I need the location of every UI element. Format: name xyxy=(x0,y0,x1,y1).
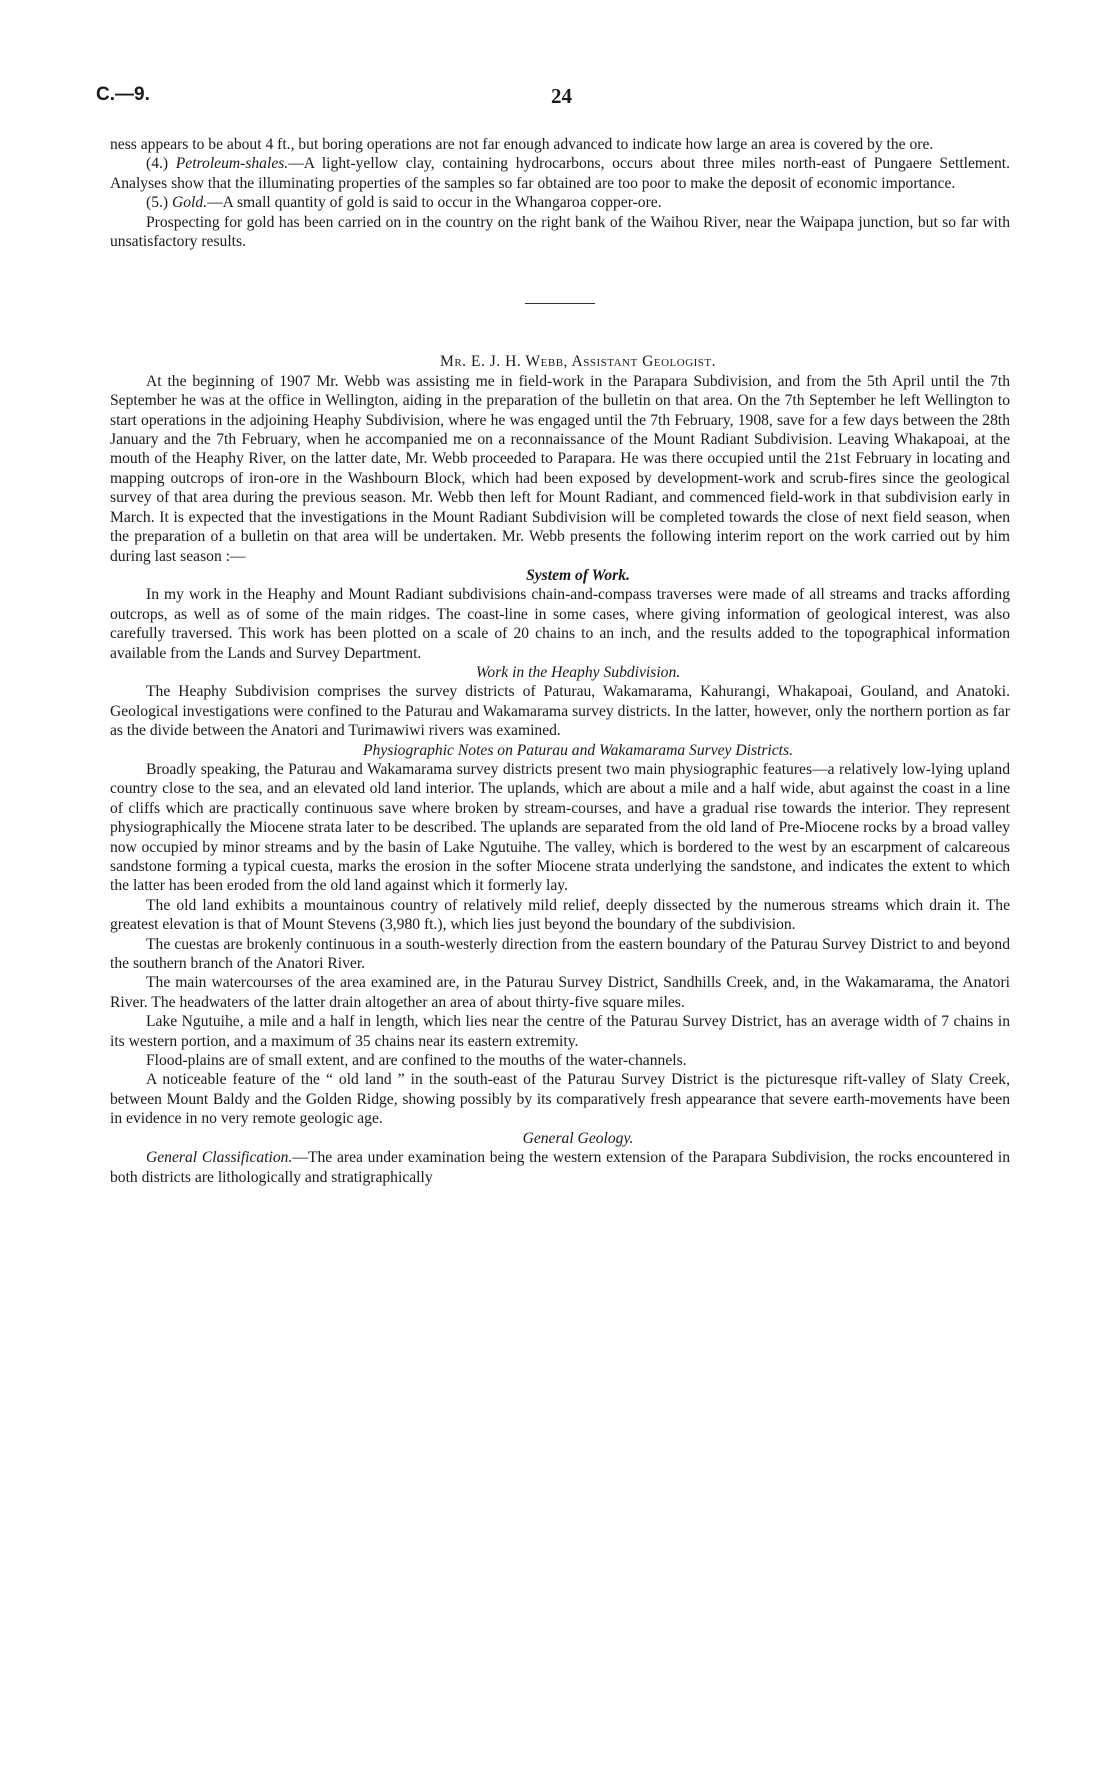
paragraph-physiographic: Flood-plains are of small extent, and are confined to the mouths of the water-channels. xyxy=(146,1052,687,1070)
paragraph-prospecting: Prospecting for gold has been carried on in the country on the right bank of the Waihou River, near the Waipapa junction, but so far with unsatisfactory results. xyxy=(110,213,1010,251)
item-number: (4.) xyxy=(146,155,176,173)
subheading-heaphy-work: Work in the Heaphy Subdivision. xyxy=(475,663,681,681)
paragraph-general-classification xyxy=(110,1148,1010,1187)
item-text: —A light-yellow clay, containing hydrocarbons, occurs about three miles north-east of Pungaere Settlement. Analyses show that the illuminating properties of the samples so far obtained are too poor to make the deposit of economic importance. xyxy=(110,155,1011,192)
item-title: Petroleum-shales. xyxy=(175,155,289,173)
paragraph-continuation: ness appears to be about 4 ft., but boring operations are not far enough advanced to indicate how large an area is covered by the ore. xyxy=(110,136,934,153)
section-divider xyxy=(525,303,595,304)
body-text xyxy=(110,135,1010,1187)
subheading-physiographic-notes: Physiographic Notes on Paturau and Wakamarama Survey Districts. xyxy=(363,741,793,759)
item-title: Gold. xyxy=(171,194,208,212)
paragraph-petroleum-shales xyxy=(110,154,1010,193)
document-reference: C.—9. xyxy=(96,84,150,105)
paragraph-physiographic: The main watercourses of the area examined are, in the Paturau Survey District, Sandhills Creek, and, in the Wakamarama, the Anatori River. The headwaters of the latter drain altogether an area of about thirty-five square miles. xyxy=(110,974,1010,1011)
inline-title: General Classification. xyxy=(146,1149,293,1167)
paragraph-physiographic: A noticeable feature of the “ old land ” in the south-east of the Paturau Survey District is the picturesque rift-valley of Slaty Creek, between Mount Baldy and the Golden Ridge, showing possibly by its comparatively fresh appearance that severe earth-movements have been in evidence in no very remote geologic age. xyxy=(110,1071,1010,1128)
subheading-system-of-work: System of Work. xyxy=(526,566,630,584)
subheading-general-geology: General Geology. xyxy=(522,1129,634,1147)
paragraph-physiographic: The cuestas are brokenly continuous in a south-westerly direction from the eastern boundary of the Paturau Survey District to and beyond the southern branch of the Anatori River. xyxy=(110,935,1010,973)
page-number: 24 xyxy=(551,84,572,108)
paragraph-physiographic: Lake Ngutuihe, a mile and a half in length, which lies near the centre of the Paturau Survey District, has an average width of 7 chains in its western portion, and a maximum of 35 chains near its eastern extremity. xyxy=(110,1013,1010,1050)
page-header xyxy=(96,84,996,114)
item-number: (5.) xyxy=(146,194,172,212)
paragraph-gold xyxy=(110,193,1010,212)
inline-text: —The area under examination being the western extension of the Parapara Subdivision, the rocks encountered in both districts are lithologically and stratigraphically xyxy=(110,1149,1010,1186)
paragraph-webb-intro: At the beginning of 1907 Mr. Webb was assisting me in field-work in the Parapara Subdivision, and from the 5th April until the 7th September he was at the office in Wellington, aiding in the preparation of the bulletin on that area. On the 7th September he left Wellington to start operations in the adjoining Heaphy Subdivision, where he was engaged until the 7th February, 1908, save for a few days between the 28th January and the 7th February, when he accompanied me on a reconnaissance of the Mount Radiant Subdivision. Leaving Whakapoai, at the mouth of the Heaphy River, on the latter date, Mr. Webb proceeded to Parapara. He was there occupied until the 21st February in locating and mapping outcrops of iron-ore in the Washbourn Block, which had been exposed by development-work and scrub-fires since the geological survey of that area during the previous season. Mr. Webb then left for Mount Radiant, and commenced field-work in that subdivision early in March. It is expected that the investigations in the Mount Radiant Subdivision will be completed towards the close of next field season, when the preparation of a bulletin on that area will be undertaken. Mr. Webb presents the following interim report on the work carried out by him during last season :— xyxy=(110,372,1010,565)
paragraph-system-of-work: In my work in the Heaphy and Mount Radiant subdivisions chain-and-compass traverses were made of all streams and tracks affording outcrops, as well as of some of the main ridges. The coast-line in some cases, where giving information of geological interest, was also carefully traversed. This work has been plotted on a scale of 20 chains to an inch, and the results added to the topographical information available from the Lands and Survey Department. xyxy=(110,586,1010,662)
paragraph-physiographic: The old land exhibits a mountainous country of relatively mild relief, deeply dissected by the numerous streams which drain it. The greatest elevation is that of Mount Stevens (3,980 ft.), which lies just beyond the boundary of the subdivision. xyxy=(110,896,1010,934)
section-heading-webb: Mr. E. J. H. Webb, Assistant Geologist. xyxy=(439,353,717,371)
paragraph-physiographic: Broadly speaking, the Paturau and Wakamarama survey districts present two main physiographic features—a relatively low-lying upland country close to the sea, and an elevated old land interior. The uplands, which are about a mile and a half wide, abut against the coast in a line of cliffs which are practically continuous save where broken by stream-courses, and have a gradual rise towards the interior. They represent physiographically the Miocene strata later to be described. The uplands are separated from the old land of Pre-Miocene rocks by a broad valley now occupied by minor streams and by the basin of Lake Ngutuihe. The valley, which is bordered to the west by an escarpment of calcareous sandstone forming a typical cuesta, marks the erosion in the softer Miocene strata underlying the sandstone, and indicates the extent to which the latter has been eroded from the old land against which it formerly lay. xyxy=(110,760,1010,895)
item-text: —A small quantity of gold is said to occur in the Whangaroa copper-ore. xyxy=(207,194,662,212)
paragraph-heaphy-work: The Heaphy Subdivision comprises the survey districts of Paturau, Wakamarama, Kahurangi, Whakapoai, Gouland, and Anatoki. Geological investigations were confined to the Paturau and Wakamarama survey districts. In the latter, however, only the northern portion as far as the divide between the Anatori and Turimawiwi rivers was examined. xyxy=(110,683,1010,740)
